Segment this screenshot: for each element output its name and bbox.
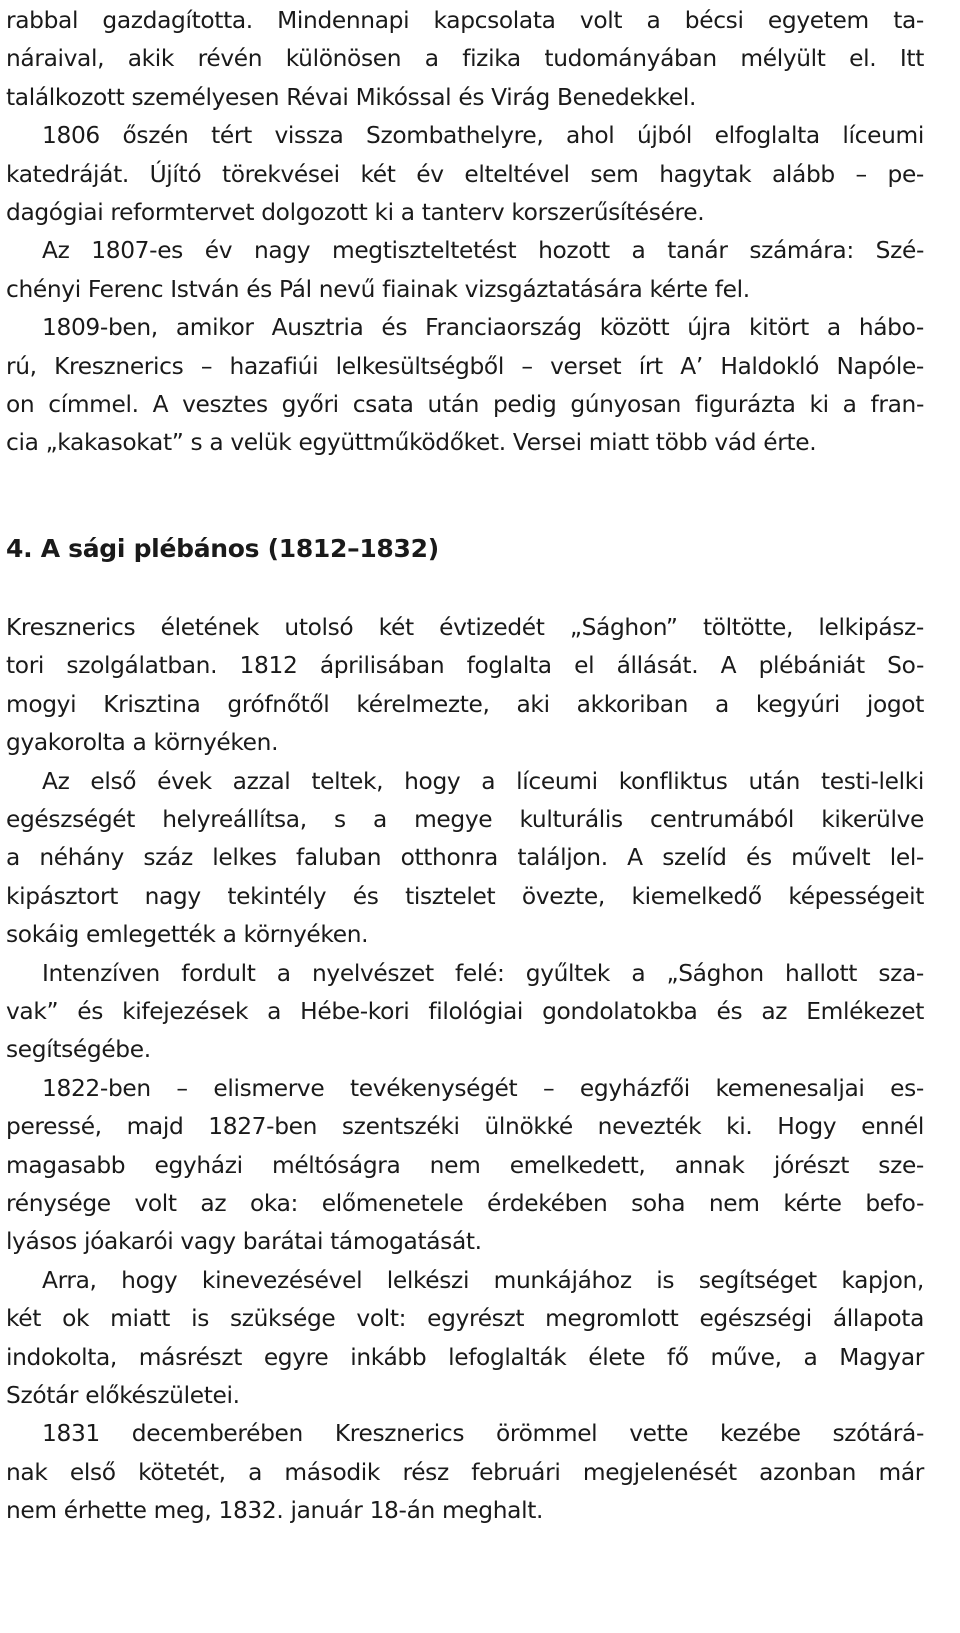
text-line: rénysége volt az oka: előmenetele érdekében soha nem kérte befo-: [6, 1189, 924, 1217]
text-line: 1806 őszén tért vissza Szombathelyre, ahol újból elfoglalta líceumi: [42, 122, 924, 150]
text-line: vak” és kifejezések a Hébe-kori filológiai gondolatokba és az Emlékezet: [6, 997, 924, 1025]
text-line: peressé, majd 1827-ben szentszéki ülnökké nevezték ki. Hogy ennél: [6, 1113, 924, 1141]
section-body-1: [6, 2, 924, 463]
text-line: egészségét helyreállítsa, s a megye kulturális centrumából kikerülve: [6, 805, 924, 833]
text-line: dagógiai reformtervet dolgozott ki a tanterv korszerűsítésére.: [6, 199, 705, 227]
text-line: rú, Kresznerics – hazafiúi lelkesültségből – verset írt A’ Haldokló Napóle-: [6, 352, 924, 380]
text-line: Arra, hogy kinevezésével lelkészi munkájához is segítséget kapjon,: [42, 1266, 924, 1294]
text-line: gyakorolta a környéken.: [6, 729, 279, 757]
text-line: nak első kötetét, a második rész februári megjelenését azonban már: [6, 1458, 924, 1486]
text-line: lyásos jóakarói vagy barátai támogatását.: [6, 1228, 482, 1256]
text-line: náraival, akik révén különösen a fizika tudományában mélyült el. Itt: [6, 45, 924, 73]
text-line: magasabb egyházi méltóságra nem emelkedett, annak jórészt sze-: [6, 1151, 924, 1179]
text-line: rabbal gazdagította. Mindennapi kapcsolata volt a bécsi egyetem ta-: [6, 7, 924, 34]
text-line: segítségébe.: [6, 1036, 151, 1064]
text-line: katedráját. Újító törekvései két év elteltével sem hagytak alább – pe-: [6, 160, 924, 188]
text-line: on címmel. A vesztes győri csata után pedig gúnyosan figurázta ki a fran-: [6, 391, 924, 419]
text-line: 1831 decemberében Kresznerics örömmel vette kezébe szótárá-: [42, 1420, 924, 1448]
text-line: nem érhette meg, 1832. január 18-án meghalt.: [6, 1497, 544, 1525]
text-line: Szótár előkészületei.: [6, 1382, 240, 1409]
section-number: 4.: [6, 533, 33, 563]
text-line: indokolta, másrészt egyre inkább lefoglalták élete fő műve, a Magyar: [6, 1343, 924, 1371]
section-body-2: [6, 609, 924, 1531]
text-line: chényi Ferenc István és Pál nevű fiainak vizsgáztatására kérte fel.: [6, 275, 750, 303]
text-line: sokáig emlegették a környéken.: [6, 921, 369, 949]
text-line: a néhány száz lelkes faluban otthonra találjon. A szelíd és művelt lel-: [6, 844, 924, 872]
text-line: két ok miatt is szüksége volt: egyrészt megromlott egészségi állapota: [6, 1305, 924, 1333]
text-line: Kresznerics életének utolsó két évtizedét „Sághon” töltötte, lelkipász-: [6, 613, 924, 641]
text-line: kipásztort nagy tekintély és tisztelet övezte, kiemelkedő képességeit: [6, 882, 924, 910]
section-heading: [6, 534, 924, 564]
spacer: [6, 564, 924, 609]
text-line: Intenzíven fordult a nyelvészet felé: gyűltek a „Sághon hallott sza-: [42, 959, 924, 987]
text-line: találkozott személyesen Révai Mikóssal és Virág Benedekkel.: [6, 83, 697, 111]
text-line: 1809-ben, amikor Ausztria és Franciaország között újra kitört a hábo-: [42, 314, 924, 342]
text-line: Az első évek azzal teltek, hogy a líceumi konfliktus után testi-lelki: [42, 767, 924, 795]
spacer: [6, 463, 924, 534]
text-line: cia „kakasokat” s a velük együttműködőket. Versei miatt több vád érte.: [6, 429, 817, 457]
text-line: Az 1807-es év nagy megtiszteltetést hozott a tanár számára: Szé-: [42, 237, 924, 265]
text-line: tori szolgálatban. 1812 áprilisában foglalta el állását. A plébániát So-: [6, 652, 924, 680]
text-line: mogyi Krisztina grófnőtől kérelmezte, aki akkoriban a kegyúri jogot: [6, 690, 924, 718]
text-line: 1822-ben – elismerve tevékenységét – egyházfői kemenesaljai es-: [42, 1074, 924, 1102]
section-title: A sági plébános (1812–1832): [40, 533, 439, 563]
